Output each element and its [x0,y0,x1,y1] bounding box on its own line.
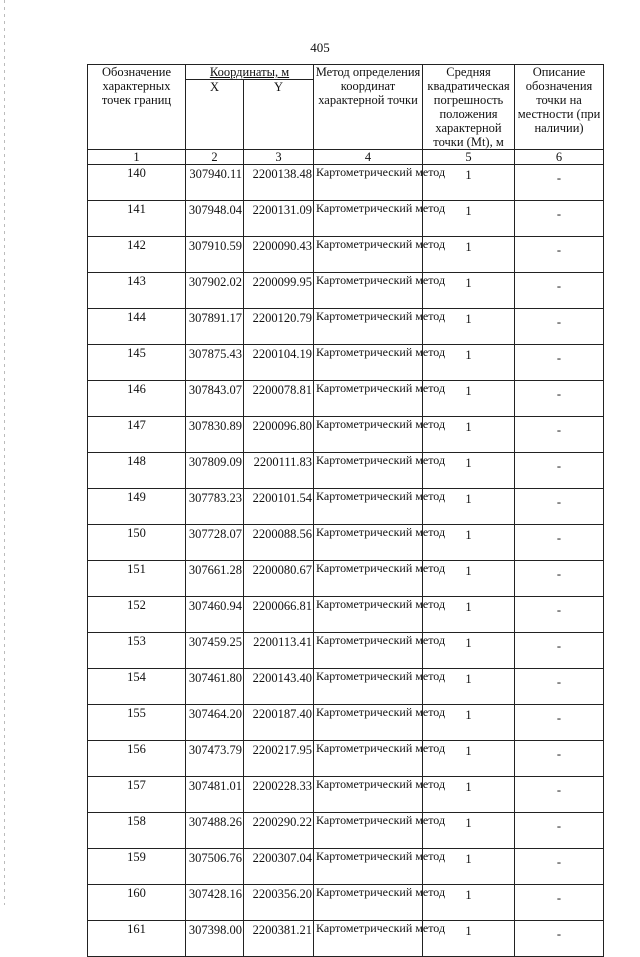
table-row [88,669,604,705]
column-number-row [88,150,604,165]
x-coordinate-cell: 307940.11 [186,165,244,201]
accuracy-cell: 1 [423,381,515,417]
accuracy-cell: 1 [423,417,515,453]
point-cell: 160 [88,885,186,921]
description-cell: - [515,777,604,813]
x-coordinate-cell: 307843.07 [186,381,244,417]
header-y: Y [244,80,314,150]
description-cell: - [515,309,604,345]
x-coordinate-cell: 307506.76 [186,849,244,885]
y-coordinate-cell: 2200111.83 [244,453,314,489]
y-coordinate-cell: 2200096.80 [244,417,314,453]
header-accuracy: Средняя квадратическая погрешность положения характерной точки (Mt), м [423,65,515,150]
x-coordinate-cell: 307910.59 [186,237,244,273]
method-cell: Картометрический метод [314,381,423,417]
accuracy-cell: 1 [423,525,515,561]
x-coordinate-cell: 307728.07 [186,525,244,561]
point-cell: 147 [88,417,186,453]
x-coordinate-cell: 307461.80 [186,669,244,705]
x-coordinate-cell: 307661.28 [186,561,244,597]
table-row [88,777,604,813]
table-row [88,885,604,921]
table-row [88,489,604,525]
point-cell: 157 [88,777,186,813]
description-cell: - [515,417,604,453]
x-coordinate-cell: 307948.04 [186,201,244,237]
column-number: 4 [314,150,423,165]
method-cell: Картометрический метод [314,633,423,669]
point-cell: 151 [88,561,186,597]
accuracy-cell: 1 [423,885,515,921]
y-coordinate-cell: 2200228.33 [244,777,314,813]
point-cell: 149 [88,489,186,525]
x-coordinate-cell: 307488.26 [186,813,244,849]
description-cell: - [515,345,604,381]
accuracy-cell: 1 [423,489,515,525]
point-cell: 141 [88,201,186,237]
description-cell: - [515,381,604,417]
description-cell: - [515,813,604,849]
y-coordinate-cell: 2200113.41 [244,633,314,669]
accuracy-cell: 1 [423,345,515,381]
y-coordinate-cell: 2200101.54 [244,489,314,525]
method-cell: Картометрический метод [314,813,423,849]
point-cell: 148 [88,453,186,489]
method-cell: Картометрический метод [314,561,423,597]
method-cell: Картометрический метод [314,309,423,345]
y-coordinate-cell: 2200078.81 [244,381,314,417]
method-cell: Картометрический метод [314,201,423,237]
table-row [88,309,604,345]
description-cell: - [515,165,604,201]
y-coordinate-cell: 2200381.21 [244,921,314,957]
point-cell: 153 [88,633,186,669]
table-row [88,705,604,741]
table-row [88,165,604,201]
point-cell: 154 [88,669,186,705]
y-coordinate-cell: 2200356.20 [244,885,314,921]
accuracy-cell: 1 [423,309,515,345]
x-coordinate-cell: 307398.00 [186,921,244,957]
point-cell: 142 [88,237,186,273]
y-coordinate-cell: 2200217.95 [244,741,314,777]
point-cell: 161 [88,921,186,957]
table-row [88,921,604,957]
accuracy-cell: 1 [423,633,515,669]
y-coordinate-cell: 2200138.48 [244,165,314,201]
x-coordinate-cell: 307481.01 [186,777,244,813]
description-cell: - [515,633,604,669]
column-number: 6 [515,150,604,165]
table-row [88,201,604,237]
point-cell: 145 [88,345,186,381]
description-cell: - [515,201,604,237]
table-row [88,813,604,849]
accuracy-cell: 1 [423,669,515,705]
y-coordinate-cell: 2200131.09 [244,201,314,237]
table-row [88,633,604,669]
accuracy-cell: 1 [423,777,515,813]
y-coordinate-cell: 2200090.43 [244,237,314,273]
y-coordinate-cell: 2200080.67 [244,561,314,597]
accuracy-cell: 1 [423,561,515,597]
table-row [88,417,604,453]
description-cell: - [515,597,604,633]
accuracy-cell: 1 [423,597,515,633]
column-number: 2 [186,150,244,165]
y-coordinate-cell: 2200143.40 [244,669,314,705]
method-cell: Картометрический метод [314,705,423,741]
table-row [88,561,604,597]
method-cell: Картометрический метод [314,921,423,957]
accuracy-cell: 1 [423,273,515,309]
method-cell: Картометрический метод [314,885,423,921]
method-cell: Картометрический метод [314,345,423,381]
table-row [88,741,604,777]
description-cell: - [515,489,604,525]
point-cell: 158 [88,813,186,849]
point-cell: 144 [88,309,186,345]
column-number: 5 [423,150,515,165]
x-coordinate-cell: 307783.23 [186,489,244,525]
header-coordinates [186,65,314,80]
description-cell: - [515,273,604,309]
method-cell: Картометрический метод [314,525,423,561]
header-method: Метод определения координат характерной точки [314,65,423,150]
table-row [88,345,604,381]
header-description: Описание обозначения точки на местности (при наличии) [515,65,604,150]
accuracy-cell: 1 [423,165,515,201]
page-number: 405 [310,40,330,55]
column-number: 1 [88,150,186,165]
table-row [88,525,604,561]
point-cell: 146 [88,381,186,417]
method-cell: Картометрический метод [314,777,423,813]
table-row [88,597,604,633]
accuracy-cell: 1 [423,453,515,489]
table-row [88,849,604,885]
table-body [88,165,604,957]
column-number: 3 [244,150,314,165]
y-coordinate-cell: 2200307.04 [244,849,314,885]
method-cell: Картометрический метод [314,849,423,885]
x-coordinate-cell: 307464.20 [186,705,244,741]
point-cell: 140 [88,165,186,201]
description-cell: - [515,561,604,597]
y-coordinate-cell: 2200290.22 [244,813,314,849]
method-cell: Картометрический метод [314,597,423,633]
table-row [88,237,604,273]
accuracy-cell: 1 [423,921,515,957]
accuracy-cell: 1 [423,705,515,741]
point-cell: 150 [88,525,186,561]
description-cell: - [515,885,604,921]
method-cell: Картометрический метод [314,417,423,453]
table-row [88,273,604,309]
point-cell: 156 [88,741,186,777]
point-cell: 143 [88,273,186,309]
description-cell: - [515,237,604,273]
x-coordinate-cell: 307830.89 [186,417,244,453]
method-cell: Картометрический метод [314,165,423,201]
accuracy-cell: 1 [423,741,515,777]
method-cell: Картометрический метод [314,741,423,777]
accuracy-cell: 1 [423,849,515,885]
method-cell: Картометрический метод [314,669,423,705]
method-cell: Картометрический метод [314,489,423,525]
x-coordinate-cell: 307875.43 [186,345,244,381]
y-coordinate-cell: 2200088.56 [244,525,314,561]
x-coordinate-cell: 307891.17 [186,309,244,345]
y-coordinate-cell: 2200187.40 [244,705,314,741]
boundary-points-table [87,64,604,957]
y-coordinate-cell: 2200099.95 [244,273,314,309]
point-cell: 152 [88,597,186,633]
header-x: X [186,80,244,150]
point-cell: 155 [88,705,186,741]
table-row [88,381,604,417]
description-cell: - [515,705,604,741]
description-cell: - [515,525,604,561]
page-edge-mark [4,0,5,905]
description-cell: - [515,921,604,957]
description-cell: - [515,669,604,705]
accuracy-cell: 1 [423,237,515,273]
x-coordinate-cell: 307459.25 [186,633,244,669]
description-cell: - [515,453,604,489]
accuracy-cell: 1 [423,201,515,237]
method-cell: Картометрический метод [314,453,423,489]
table-row [88,453,604,489]
x-coordinate-cell: 307902.02 [186,273,244,309]
accuracy-cell: 1 [423,813,515,849]
description-cell: - [515,849,604,885]
header-coordinates-label: Координаты, м [209,65,290,79]
point-cell: 159 [88,849,186,885]
method-cell: Картометрический метод [314,237,423,273]
x-coordinate-cell: 307460.94 [186,597,244,633]
header-point-designation: Обозначение характерных точек границ [88,65,186,150]
description-cell: - [515,741,604,777]
x-coordinate-cell: 307473.79 [186,741,244,777]
y-coordinate-cell: 2200120.79 [244,309,314,345]
y-coordinate-cell: 2200066.81 [244,597,314,633]
method-cell: Картометрический метод [314,273,423,309]
x-coordinate-cell: 307809.09 [186,453,244,489]
x-coordinate-cell: 307428.16 [186,885,244,921]
y-coordinate-cell: 2200104.19 [244,345,314,381]
